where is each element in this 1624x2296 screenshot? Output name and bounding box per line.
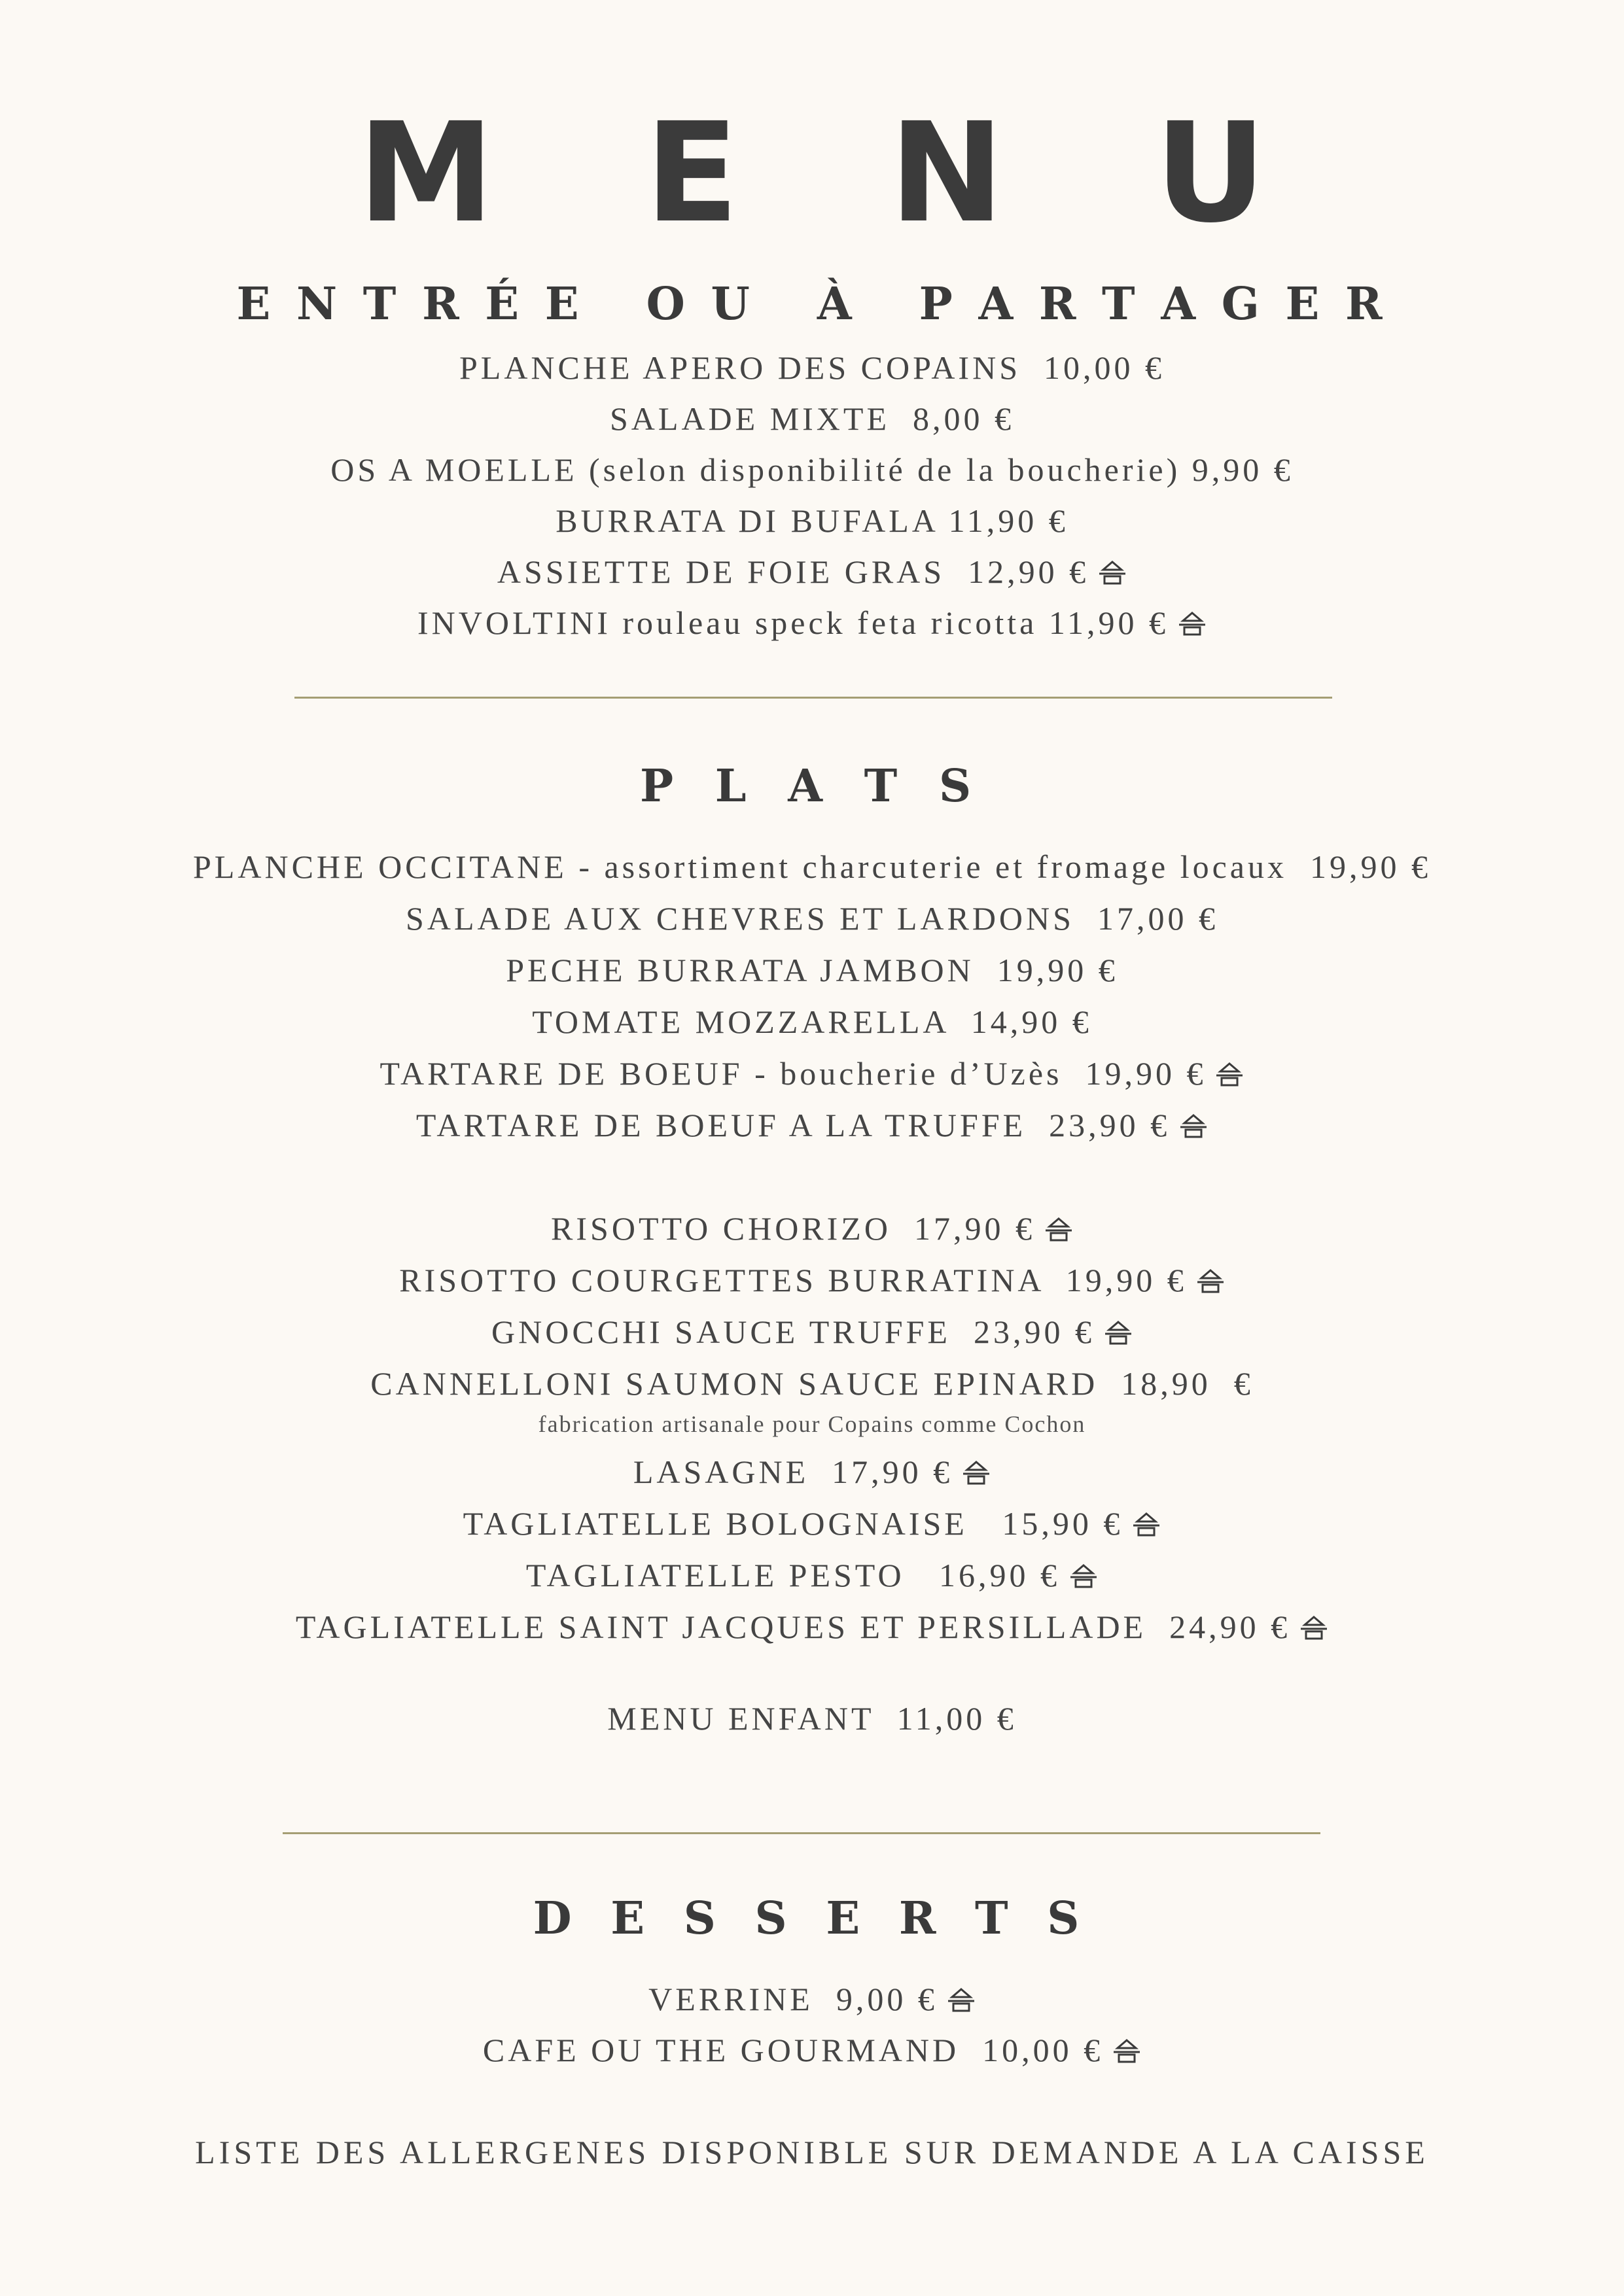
menu-title-letter: M (357, 93, 495, 253)
menu-item: PLANCHE OCCITANE - assortiment charcuterie et fromage locaux 19,90 € (193, 848, 1431, 885)
menu-title-letter: U (1154, 93, 1267, 253)
homemade-house-icon (1098, 559, 1127, 585)
homemade-house-icon (1112, 2038, 1141, 2064)
section-heading-plats: P L A T S (639, 760, 985, 812)
menu-item: TARTARE DE BOEUF - boucherie d’Uzès 19,90 € (0, 1054, 1624, 1093)
menu-title-letter: E (644, 93, 739, 253)
menu-item: OS A MOELLE (selon disponibilité de la boucherie) 9,90 € (330, 451, 1294, 488)
menu-item: INVOLTINI rouleau speck feta ricotta 11,90 € (0, 603, 1624, 642)
menu-item: PECHE BURRATA JAMBON 19,90 € (506, 952, 1118, 988)
menu-item: SALADE MIXTE 8,00 € (609, 400, 1015, 437)
menu-item: BURRATA DI BUFALA 11,90 € (556, 502, 1068, 539)
menu-item: CAFE OU THE GOURMAND 10,00 € (0, 2030, 1624, 2070)
kids-menu: MENU ENFANT 11,00 € (607, 1700, 1017, 1737)
menu-item: GNOCCHI SAUCE TRUFFE 23,90 € (0, 1312, 1624, 1351)
section-divider (283, 1832, 1320, 1834)
allergens-notice: LISTE DES ALLERGENES DISPONIBLE SUR DEMANDE A LA CAISSE (195, 2134, 1429, 2170)
homemade-house-icon (1196, 1268, 1225, 1294)
homemade-house-icon (1215, 1061, 1244, 1087)
menu-item: SALADE AUX CHEVRES ET LARDONS 17,00 € (406, 900, 1218, 937)
homemade-house-icon (1132, 1511, 1161, 1537)
homemade-house-icon (1104, 1319, 1133, 1346)
menu-item: TAGLIATELLE SAINT JACQUES ET PERSILLADE 24,90 € (0, 1607, 1624, 1646)
menu-title-letter: N (889, 93, 1004, 253)
menu-title (0, 93, 1624, 253)
menu-item: ASSIETTE DE FOIE GRAS 12,90 € (0, 552, 1624, 591)
homemade-house-icon (947, 1987, 976, 2013)
menu-item: PLANCHE APERO DES COPAINS 10,00 € (459, 349, 1165, 386)
menu-item: RISOTTO CHORIZO 17,90 € (0, 1209, 1624, 1248)
homemade-house-icon (1178, 610, 1207, 636)
menu-item: TAGLIATELLE PESTO 16,90 € (0, 1556, 1624, 1595)
menu-item: CANNELLONI SAUMON SAUCE EPINARD 18,90 € (370, 1365, 1254, 1402)
homemade-house-icon (1069, 1563, 1098, 1589)
menu-item: TARTARE DE BOEUF A LA TRUFFE 23,90 € (0, 1105, 1624, 1145)
section-heading-entree: E N T R É E O U À P A R T A G E R (236, 278, 1388, 330)
menu-item-note: fabrication artisanale pour Copains comme Cochon (538, 1411, 1086, 1437)
homemade-house-icon (1299, 1614, 1328, 1641)
section-heading-desserts: D E S S E R T S (533, 1892, 1091, 1945)
menu-item: TOMATE MOZZARELLA 14,90 € (532, 1003, 1092, 1040)
homemade-house-icon (1044, 1216, 1073, 1242)
menu-item: LASAGNE 17,90 € (0, 1452, 1624, 1491)
section-divider (294, 697, 1332, 699)
homemade-house-icon (1179, 1113, 1208, 1139)
menu-item: VERRINE 9,00 € (0, 1979, 1624, 2019)
menu-item: RISOTTO COURGETTES BURRATINA 19,90 € (0, 1261, 1624, 1300)
homemade-house-icon (962, 1459, 991, 1486)
menu-item: TAGLIATELLE BOLOGNAISE 15,90 € (0, 1504, 1624, 1543)
